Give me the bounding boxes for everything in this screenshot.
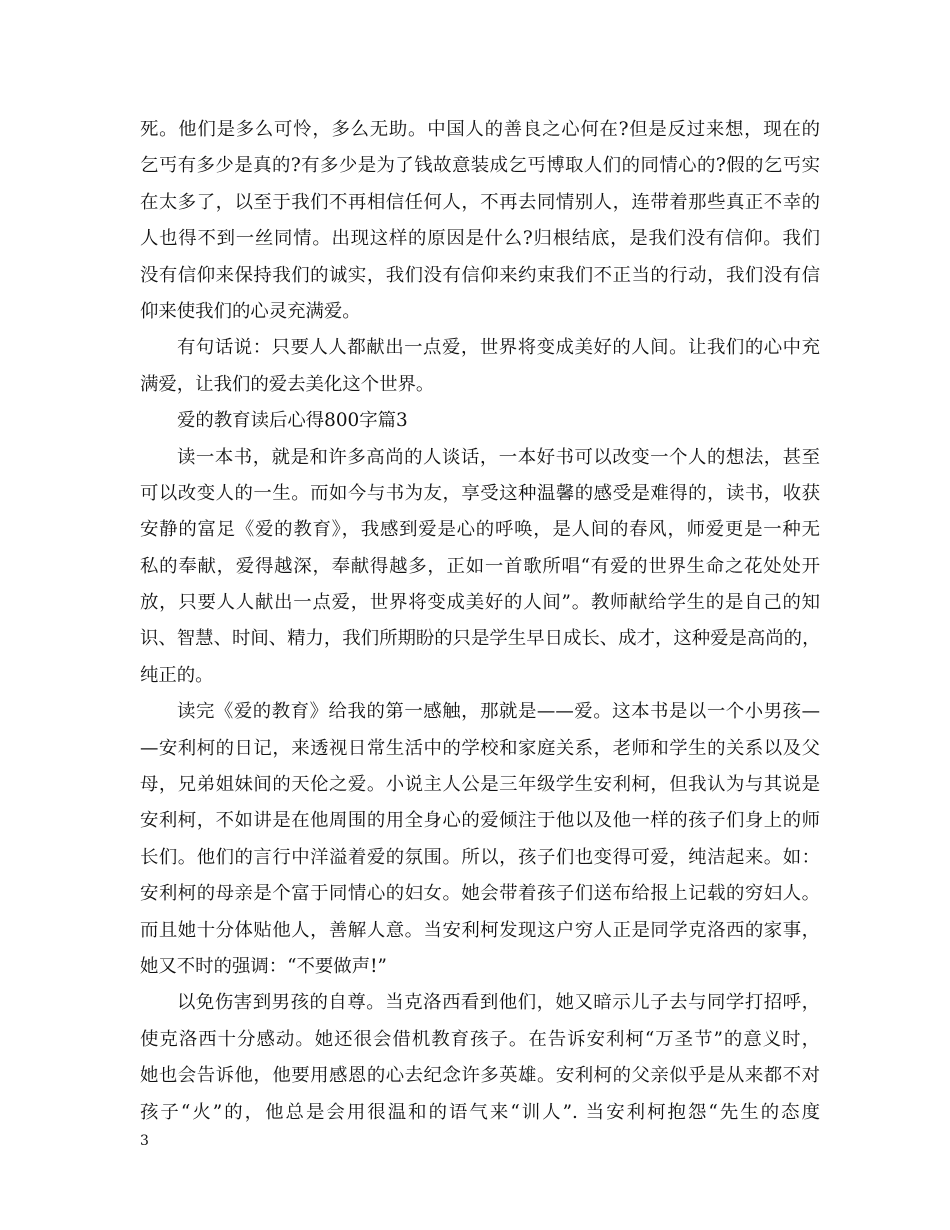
text-line: 满爱，让我们的爱去美化这个世界。 bbox=[140, 373, 435, 395]
text-line: 人也得不到一丝同情。出现这样的原因是什么?归根结底，是我们没有信仰。我们 bbox=[140, 228, 820, 250]
text-line: 死。他们是多么可怜，多么无助。中国人的善良之心何在?但是反过来想，现在的 bbox=[140, 119, 820, 140]
text-line: 她又不时的强调：“不要做声!” bbox=[140, 955, 387, 977]
text-line: 纯正的。 bbox=[140, 664, 214, 686]
text-line: 爱的教育读后心得800字篇3 bbox=[177, 410, 408, 432]
text-line: 识、智慧、时间、精力，我们所期盼的只是学生早日成长、成才，这种爱是高尚的， bbox=[140, 628, 820, 650]
document-body bbox=[140, 112, 820, 1131]
text-line: 而且她十分体贴他人，善解人意。当安利柯发现这户穷人正是同学克洛西的家事， bbox=[140, 919, 820, 941]
text-line: —安利柯的日记，来透视日常生活中的学校和家庭关系，老师和学生的关系以及父 bbox=[140, 737, 820, 759]
text-line: 没有信仰来保持我们的诚实，我们没有信仰来约束我们不正当的行动，我们没有信 bbox=[140, 264, 820, 286]
text-line: 长们。他们的言行中洋溢着爱的氛围。所以，孩子们也变得可爱，纯洁起来。如： bbox=[140, 846, 820, 868]
text-line: 以免伤害到男孩的自尊。当克洛西看到他们，她又暗示儿子去与同学打招呼， bbox=[177, 992, 820, 1014]
text-line: 有句话说：只要人人都献出一点爱，世界将变成美好的人间。让我们的心中充 bbox=[177, 337, 820, 359]
text-line: 读完《爱的教育》给我的第一感触，那就是——爱。这本书是以一个小男孩— bbox=[177, 701, 820, 723]
text-line: 使克洛西十分感动。她还很会借机教育孩子。在告诉安利柯“万圣节”的意义时， bbox=[140, 1028, 820, 1050]
text-line: 乞丐有多少是真的?有多少是为了钱故意装成乞丐博取人们的同情心的?假的乞丐实 bbox=[140, 155, 820, 177]
text-line: 孩子“火”的，他总是会用很温和的语气来“训人”. 当安利柯抱怨“先生的态度 bbox=[140, 1101, 820, 1123]
page-number: 3 bbox=[140, 1133, 149, 1149]
text-line: 她也会告诉他，他要用感恩的心去纪念许多英雄。安利柯的父亲似乎是从来都不对 bbox=[140, 1065, 820, 1087]
text-line: 仰来使我们的心灵充满爱。 bbox=[140, 300, 361, 322]
text-line: 读一本书，就是和许多高尚的人谈话，一本好书可以改变一个人的想法，甚至 bbox=[177, 446, 820, 468]
text-line: 安利柯，不如讲是在他周围的用全身心的爱倾注于他以及他一样的孩子们身上的师 bbox=[140, 810, 820, 832]
text-line: 私的奉献，爱得越深，奉献得越多，正如一首歌所唱“有爱的世界生命之花处处开 bbox=[140, 555, 820, 577]
text-line: 可以改变人的一生。而如今与书为友，享受这种温馨的感受是难得的，读书，收获 bbox=[140, 482, 820, 504]
text-line: 安利柯的母亲是个富于同情心的妇女。她会带着孩子们送布给报上记载的穷妇人。 bbox=[140, 883, 820, 905]
text-line: 母，兄弟姐妹间的天伦之爱。小说主人公是三年级学生安利柯，但我认为与其说是 bbox=[140, 774, 820, 796]
text-line: 安静的富足《爱的教育》，我感到爱是心的呼唤，是人间的春风，师爱更是一种无 bbox=[140, 519, 820, 541]
text-line: 在太多了，以至于我们不再相信任何人，不再去同情别人，连带着那些真正不幸的 bbox=[140, 191, 820, 213]
text-line: 放，只要人人献出一点爱，世界将变成美好的人间”。教师献给学生的是自己的知 bbox=[140, 592, 820, 614]
